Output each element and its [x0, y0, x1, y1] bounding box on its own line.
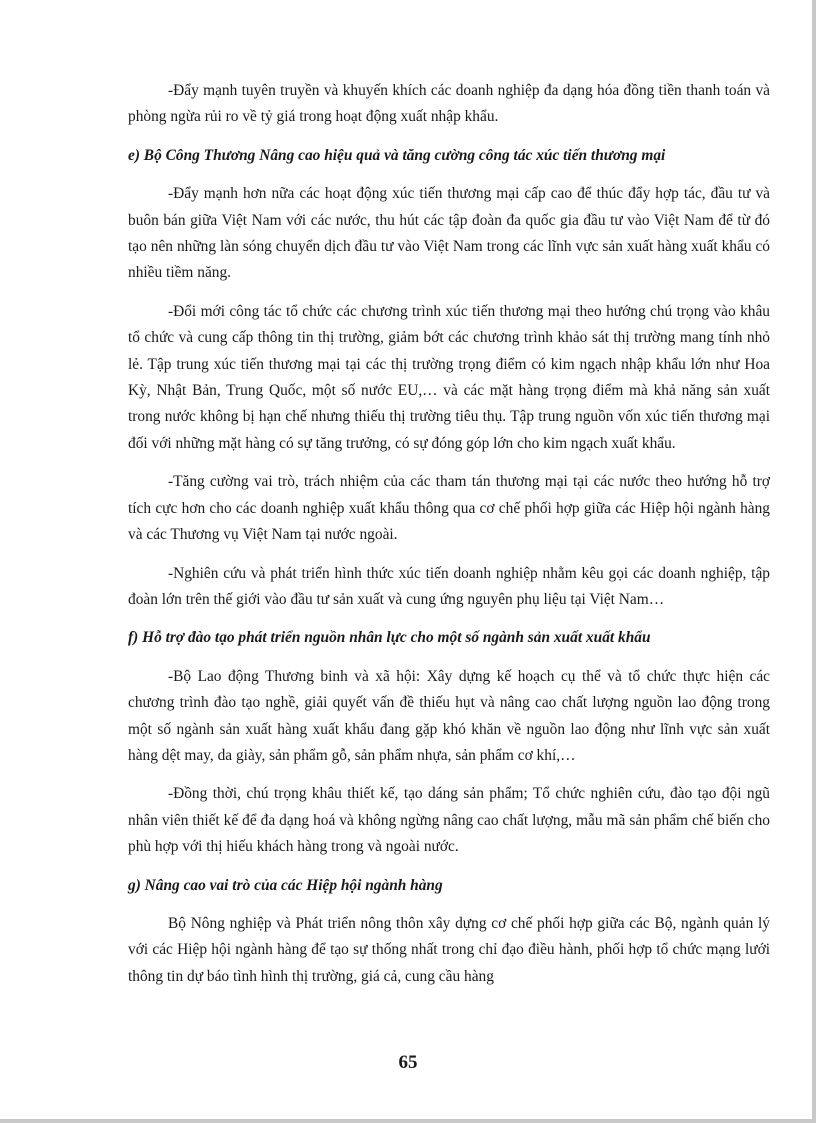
paragraph-trade-promotion-high-level: -Đẩy mạnh hơn nữa các hoạt động xúc tiến thương mại cấp cao để thúc đẩy hợp tác, đầu tư và buôn bán giữa Việt Nam với các nước, thu hút các tập đoàn đa quốc gia đầu tư vào Việt Nam để từ đó tạo nên những làn sóng chuyển dịch đầu tư vào Việt Nam trong các lĩnh vực sản xuất hàng xuất khẩu có nhiều tiềm năng.	[128, 185, 770, 282]
document-body	[128, 78, 770, 1002]
page-number: 65	[398, 1052, 418, 1073]
paragraph-product-design: -Đồng thời, chú trọng khâu thiết kế, tạo dáng sản phẩm; Tổ chức nghiên cứu, đào tạo đội ngũ nhân viên thiết kế để đa dạng hoá và không ngừng nâng cao chất lượng, mẫu mã sản phẩm chế biến cho phù hợp với thị hiếu khách hàng trong và ngoài nước.	[128, 785, 770, 856]
paragraph-agriculture-ministry: Bộ Nông nghiệp và Phát triển nông thôn xây dựng cơ chế phối hợp giữa các Bộ, ngành quản lý với các Hiệp hội ngành hàng để tạo sự thống nhất trong chỉ đạo điều hành, phối hợp tổ chức mạng lưới thông tin dự báo tình hình thị trường, giá cả, cung cầu hàng	[128, 914, 770, 985]
section-heading-f: f) Hỗ trợ đào tạo phát triển nguồn nhân lực cho một số ngành sản xuất xuất khẩu	[128, 629, 651, 647]
paragraph-currency-diversification: -Đẩy mạnh tuyên truyền và khuyến khích các doanh nghiệp đa dạng hóa đồng tiền thanh toán và phòng ngừa rủi ro về tỷ giá trong hoạt động xuất nhập khẩu.	[128, 82, 770, 126]
paragraph-investment-promotion: -Nghiên cứu và phát triển hình thức xúc tiến doanh nghiệp nhằm kêu gọi các doanh nghiệp, tập đoàn lớn trên thế giới vào đầu tư sản xuất và cung ứng nguyên phụ liệu tại Việt Nam…	[128, 564, 770, 608]
section-heading-e: e) Bộ Công Thương Nâng cao hiệu quả và tăng cường công tác xúc tiến thương mại	[128, 146, 666, 164]
paragraph-trade-promotion-reform: -Đổi mới công tác tổ chức các chương trình xúc tiến thương mại theo hướng chú trọng vào khâu tổ chức và cung cấp thông tin thị trường, giảm bớt các chương trình khảo sát thị trường mang tính nhỏ lẻ. Tập trung xúc tiến thương mại tại các thị trường trọng điểm có kim ngạch nhập khẩu lớn như Hoa Kỳ, Nhật Bản, Trung Quốc, một số nước EU,… và các mặt hàng trọng điểm mà khả năng sản xuất trong nước không bị hạn chế nhưng thiếu thị trường tiêu thụ. Tập trung nguồn vốn xúc tiến thương mại đối với những mặt hàng có sự tăng trưởng, có sự đóng góp lớn cho kim ngạch xuất khẩu.	[128, 302, 770, 452]
paragraph-trade-counselors: -Tăng cường vai trò, trách nhiệm của các tham tán thương mại tại các nước theo hướng hỗ trợ tích cực hơn cho các doanh nghiệp xuất khẩu thông qua cơ chế phối hợp giữa các Hiệp hội ngành hàng và các Thương vụ Việt Nam tại nước ngoài.	[128, 473, 770, 544]
paragraph-labor-ministry: -Bộ Lao động Thương binh và xã hội: Xây dựng kế hoạch cụ thể và tổ chức thực hiện các chương trình đào tạo nghề, giải quyết vấn đề thiếu hụt và nâng cao chất lượng nguồn lao động trong một số ngành sản xuất hàng xuất khẩu đang gặp khó khăn về nguồn lao động như lĩnh vực sản xuất hàng dệt may, da giày, sản phẩm gỗ, sản phẩm nhựa, sản phẩm cơ khí,…	[128, 667, 770, 764]
section-heading-g: g) Nâng cao vai trò của các Hiệp hội ngành hàng	[128, 876, 443, 894]
